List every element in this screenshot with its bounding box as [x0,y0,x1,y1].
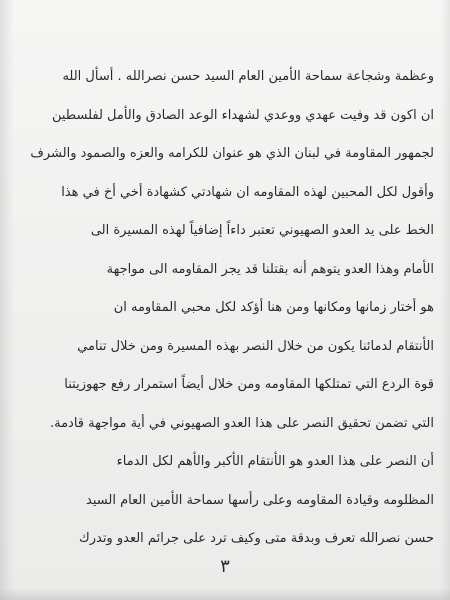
text-line-5: الخط على يد العدو الصهيوني تعتبر داءاً إضافياً لهذه المسيرة الى [90,223,434,238]
text-line-4: وأقول لكل المحبين لهذه المقاومه ان شهادتي كشهادة أخي أخ في هذا [61,184,434,200]
text-line-2: ان اكون قد وفيت عهدي ووعدي لشهداء الوعد الصادق والأمل لفلسطين [51,107,434,123]
text-line-1: وعظمة وشجاعة سماحة الأمين العام السيد حسن نصرالله . أسأل الله [62,69,434,84]
text-line-11: أن النصر على هذا العدو هو الأنتقام الأكبر والأهم لكل الدماء [116,454,434,469]
text-line-12: المظلومه وقيادة المقاومه وعلى رأسها سماحة الأمين العام السيد [86,492,434,508]
text-line-8: الأنتقام لدمائنا يكون من خلال النصر بهذه المسيرة ومن خلال تنامي [77,338,434,354]
text-line-6: الأمام وهذا العدو يتوهم أنه بقتلنا قد يجر المقاومه الى مواجهة [106,261,434,277]
text-line-7: هو أختار زمانها ومكانها ومن هنا أؤكد لكل محبي المقاومه ان [113,300,434,315]
text-line-3: لجمهور المقاومة في لبنان الذي هو عنوان للكرامه والعزه والصمود والشرف [30,146,434,161]
text-line-13: حسن نصرالله تعرف وبدقة متى وكيف ترد على جرائم العدو وتدرك [79,531,434,546]
text-line-9: قوة الردع التي تمتلكها المقاومه ومن خلال أيضاً استمرار رفع جهوزيتنا [64,377,434,392]
handwritten-text-block [10,58,440,559]
text-line-10: التي تضمن تحقيق النصر على هذا العدو الصهيوني في أية مواجهة قادمة. [49,415,434,431]
page-edge-shadow-right [440,0,450,600]
page-bottom-edge [0,588,450,600]
page-number: ٣ [220,556,230,577]
